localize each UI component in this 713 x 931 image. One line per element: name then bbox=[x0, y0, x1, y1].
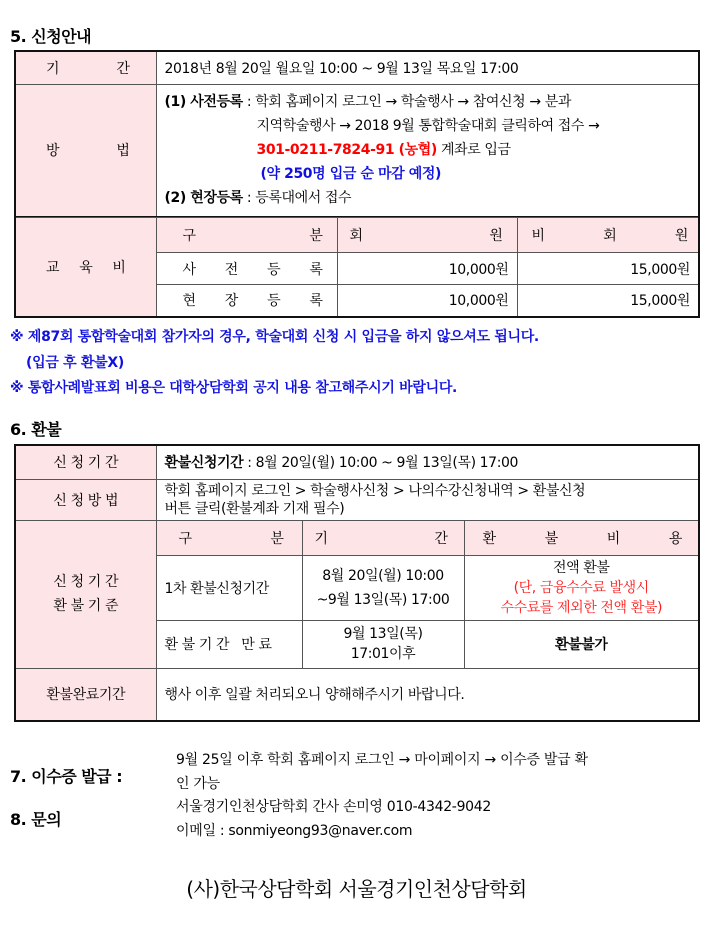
fee-header-member: 회 원 bbox=[337, 218, 517, 253]
fee-member: 10,000원 bbox=[337, 253, 517, 285]
pre-registration-line2: 지역학술행사 → 2018 9월 통합학술대회 클릭하여 접수 → bbox=[256, 118, 600, 135]
section-6-title: 6. 환불 bbox=[10, 420, 62, 439]
method-value bbox=[156, 84, 699, 217]
refund-type: 환 불 기 간 만 료 bbox=[156, 620, 302, 668]
fee-non-member: 15,000원 bbox=[517, 285, 699, 317]
refund-cost: 전액 환불 (단, 금융수수료 발생시 수수료를 제외한 전액 환불) bbox=[464, 555, 699, 620]
fee-table bbox=[14, 217, 700, 318]
refund-period: 9월 13일(목) 17:01이후 bbox=[302, 620, 464, 668]
section-7-title: 7. 이수증 발급 : bbox=[10, 767, 123, 786]
pre-registration-line1: (1) 사전등록 : 학회 홈페이지 로그인 → 학술행사 → 참여신청 → 분과 bbox=[164, 94, 571, 111]
note-conference-participants: ※ 제87회 통합학술대회 참가자의 경우, 학술대회 신청 시 입금을 하지 않으셔도 됩니다. bbox=[10, 329, 539, 345]
refund-apply-period-label: 신 청 기 간 bbox=[15, 445, 156, 479]
fee-member: 10,000원 bbox=[337, 285, 517, 317]
refund-header-type: 구 분 bbox=[156, 520, 302, 555]
refund-completion-label: 환불완료기간 bbox=[15, 668, 156, 721]
contact-info bbox=[176, 795, 491, 843]
fee-type: 현 장 등 록 bbox=[156, 285, 337, 317]
capacity-note: (약 250명 입금 순 마감 예정) bbox=[260, 166, 442, 183]
refund-completion-value: 행사 이후 일괄 처리되오니 양해해주시기 바랍니다. bbox=[156, 668, 699, 721]
account-line: 301-0211-7824-91 (농협) 계좌로 입금 bbox=[256, 142, 511, 159]
fee-header-type: 구 분 bbox=[156, 218, 337, 253]
method-label: 방 법 bbox=[15, 84, 156, 217]
period-label: 기 간 bbox=[15, 51, 156, 84]
application-info-table bbox=[14, 50, 700, 218]
refund-table bbox=[14, 444, 700, 722]
refund-apply-method-value: 학회 홈페이지 로그인 > 학술행사신청 > 나의수강신청내역 > 환불신청 버튼 클릭(환불계좌 기재 필수) bbox=[156, 479, 699, 520]
refund-header-period: 기 간 bbox=[302, 520, 464, 555]
method-row bbox=[15, 84, 699, 217]
footer-organization: (사)한국상담학회 서울경기인천상담학회 bbox=[186, 877, 527, 901]
fee-header-row bbox=[15, 218, 699, 253]
section-8-title: 8. 문의 bbox=[10, 810, 62, 829]
period-row bbox=[15, 51, 699, 84]
refund-period: 8월 20일(월) 10:00 ~9월 13일(목) 17:00 bbox=[302, 555, 464, 620]
refund-criteria-header-row bbox=[15, 520, 699, 555]
bank-account: 301-0211-7824-91 (농협) bbox=[256, 142, 437, 159]
fee-label: 교 육 비 bbox=[15, 218, 156, 317]
refund-criteria-label: 신 청 기 간 환 불 기 준 bbox=[15, 520, 156, 668]
refund-header-cost: 환 불 비 용 bbox=[464, 520, 699, 555]
fee-type: 사 전 등 록 bbox=[156, 253, 337, 285]
certificate-info: 9월 25일 이후 학회 홈페이지 로그인 → 마이페이지 → 이수증 발급 확 인 가능 bbox=[176, 752, 588, 792]
contact-email: 이메일 : sonmiyeong93@naver.com bbox=[176, 823, 413, 839]
onsite-registration-line: (2) 현장등록 : 등록대에서 접수 bbox=[164, 190, 352, 207]
refund-cost: 환불불가 bbox=[464, 620, 699, 668]
refund-completion-row bbox=[15, 668, 699, 721]
note-case-presentation: ※ 통합사례발표회 비용은 대학상담학회 공지 내용 참고해주시기 바랍니다. bbox=[10, 380, 458, 396]
note-no-refund: (입금 후 환불X) bbox=[26, 355, 124, 371]
fee-header-non-member: 비 회 원 bbox=[517, 218, 699, 253]
refund-type: 1차 환불신청기간 bbox=[156, 555, 302, 620]
period-value: 2018년 8월 20일 월요일 10:00 ~ 9월 13일 목요일 17:00 bbox=[156, 51, 699, 84]
refund-apply-method-row bbox=[15, 479, 699, 520]
section-5-title: 5. 신청안내 bbox=[10, 27, 92, 46]
refund-apply-period-value: 환불신청기간 : 8월 20일(월) 10:00 ~ 9월 13일(목) 17:00 bbox=[156, 445, 699, 479]
contact-phone: 서울경기인천상담학회 간사 손미영 010-4342-9042 bbox=[176, 799, 491, 815]
refund-apply-method-label: 신 청 방 법 bbox=[15, 479, 156, 520]
fee-non-member: 15,000원 bbox=[517, 253, 699, 285]
refund-apply-period-row bbox=[15, 445, 699, 479]
